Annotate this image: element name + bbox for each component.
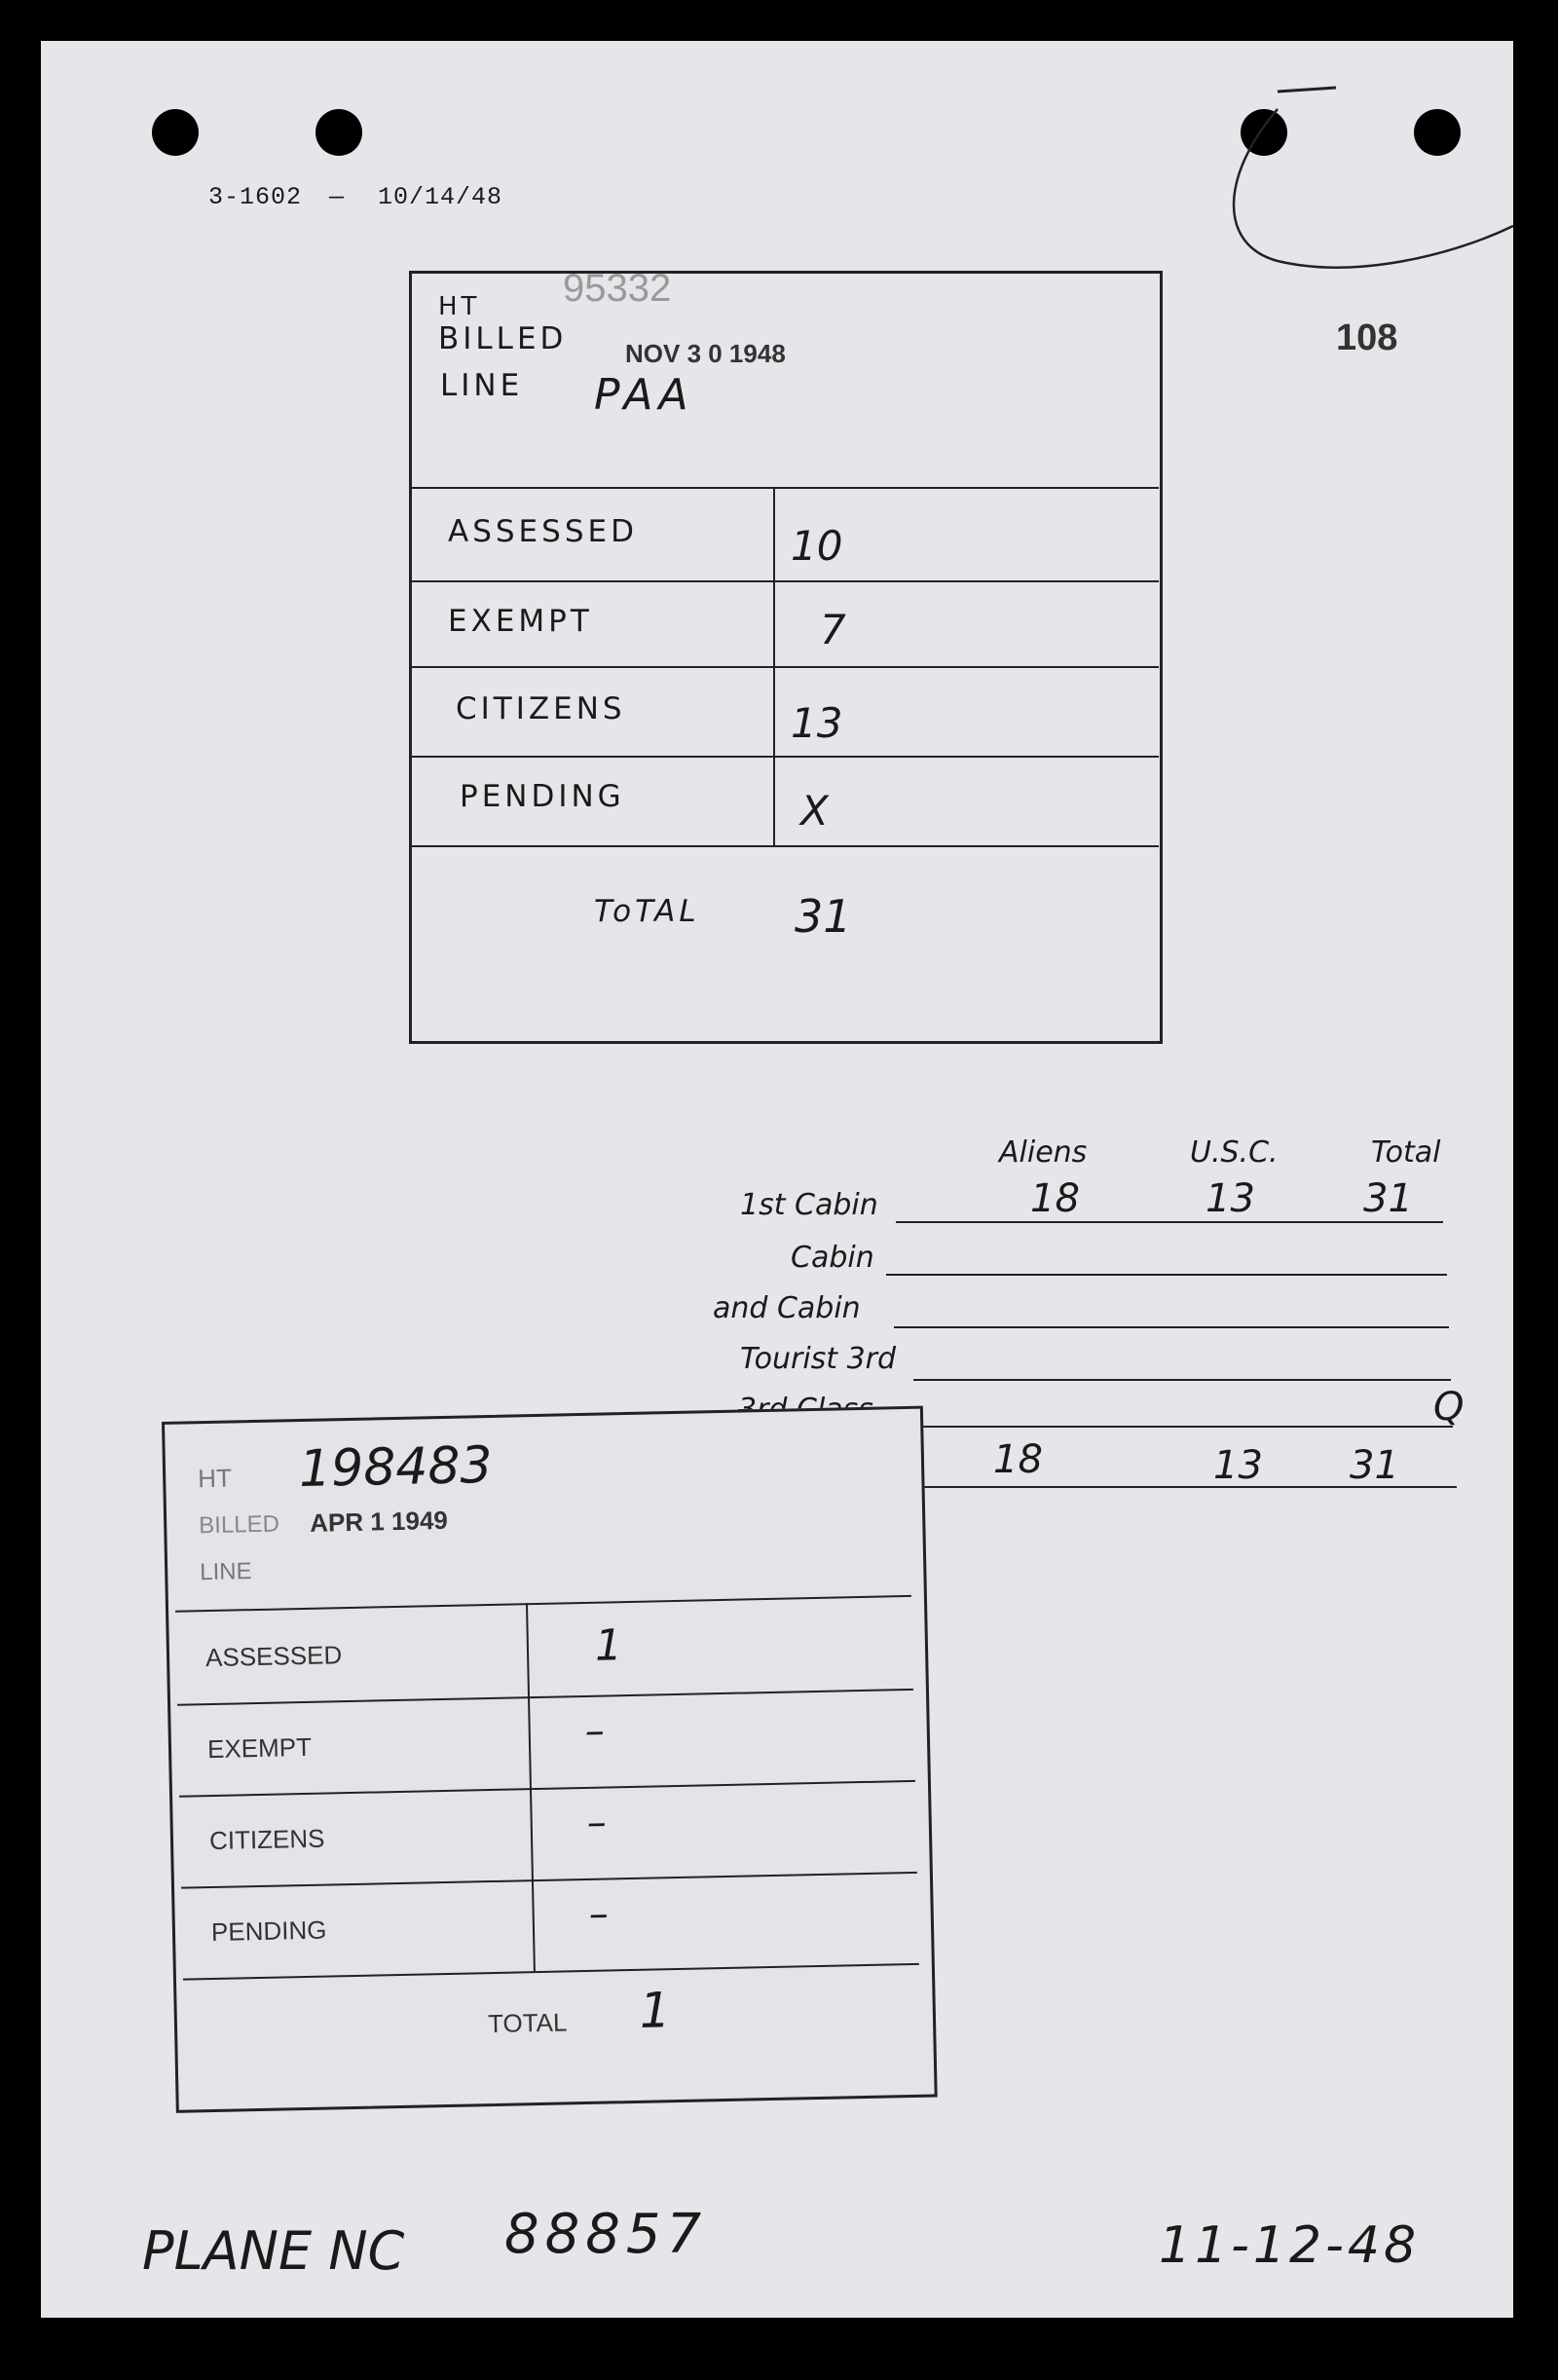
- ticket2-total-label: TOTAL: [487, 2007, 568, 2039]
- tally-row-line: [886, 1274, 1447, 1276]
- ticket1-row-value: 7: [820, 606, 846, 653]
- ticket1-line-value: PAA: [594, 370, 694, 420]
- plane-number: 88857: [504, 2203, 708, 2266]
- tally-row-usc: 13: [1206, 1176, 1255, 1221]
- ticket1-row-label: PENDING: [460, 779, 625, 814]
- ticket2-row-value: –: [586, 1800, 608, 1845]
- tally-row-line: [894, 1426, 1453, 1428]
- ticket2-total-value: 1: [639, 1982, 672, 2039]
- tally-side-mark: Q: [1433, 1385, 1465, 1430]
- ticket1-divider: [411, 845, 1159, 847]
- ticket1-row-value: X: [800, 787, 829, 835]
- ticket1-row-value: 13: [791, 699, 843, 747]
- ticket1-divider: [411, 666, 1159, 668]
- tally-row-aliens: 18: [993, 1437, 1043, 1482]
- ticket1-billed-stamp: NOV 3 0 1948: [625, 339, 786, 368]
- tally-row-total: 31: [1350, 1443, 1399, 1488]
- ticket2-row-label: CITIZENS: [208, 1823, 325, 1856]
- tally-header-total: Total: [1371, 1135, 1441, 1170]
- punch-hole: [315, 109, 362, 156]
- form-number: 3-1602: [208, 183, 303, 211]
- tally-row-line: [896, 1221, 1443, 1223]
- header-dash: —: [329, 183, 346, 211]
- tally-row-aliens: 18: [1030, 1176, 1080, 1221]
- ticket1-row-label: CITIZENS: [456, 691, 626, 726]
- tally-row-label: 1st Cabin: [740, 1188, 878, 1222]
- tally-row-line: [894, 1326, 1449, 1328]
- ticket1-divider: [411, 580, 1159, 582]
- tax-ticket-2: [162, 1406, 932, 2107]
- ticket1-serial: 95332: [563, 267, 672, 310]
- punch-hole: [152, 109, 199, 156]
- ticket1-divider: [411, 487, 1159, 489]
- tally-header-aliens: Aliens: [999, 1135, 1088, 1170]
- ticket2-line-label: LINE: [199, 1558, 252, 1586]
- document-page: [41, 41, 1513, 2318]
- ticket2-row-label: EXEMPT: [206, 1731, 313, 1765]
- ticket1-total-value: 31: [795, 890, 852, 943]
- corner-number: 108: [1336, 317, 1398, 358]
- ticket2-billed-label: BILLED: [198, 1510, 280, 1540]
- tally-row-total: 31: [1363, 1176, 1413, 1221]
- ticket2-row-label: PENDING: [210, 1915, 327, 1948]
- ticket1-column-divider: [773, 487, 775, 845]
- ticket2-row-label: ASSESSED: [204, 1640, 343, 1673]
- ticket1-ht-label: HT: [438, 292, 481, 321]
- ticket2-serial: 198483: [298, 1435, 494, 1500]
- ticket2-ht-label: HT: [197, 1463, 233, 1494]
- ticket1-divider: [411, 756, 1159, 758]
- ticket1-total-label: ToTAL: [594, 894, 700, 929]
- ticket2-row-value: 1: [594, 1620, 623, 1671]
- corner-pen-curve: [1161, 70, 1513, 284]
- tally-row-label: and Cabin: [713, 1291, 861, 1325]
- footer-date: 11-12-48: [1159, 2216, 1421, 2275]
- ticket1-row-value: 10: [791, 522, 843, 570]
- ticket1-billed-label: BILLED: [438, 321, 568, 356]
- ticket1-row-label: ASSESSED: [448, 514, 638, 549]
- ticket1-line-label: LINE: [440, 368, 524, 403]
- tally-row-label: Cabin: [791, 1241, 874, 1275]
- ticket1-row-label: EXEMPT: [448, 604, 593, 639]
- tally-header-usc: U.S.C.: [1190, 1135, 1279, 1170]
- ticket2-row-value: –: [584, 1708, 606, 1754]
- form-date: 10/14/48: [378, 183, 503, 211]
- plane-label: PLANE NC: [142, 2220, 405, 2282]
- tally-row-label: Tourist 3rd: [740, 1342, 897, 1376]
- ticket2-row-value: –: [588, 1891, 610, 1937]
- ticket2-billed-stamp: APR 1 1949: [309, 1505, 449, 1538]
- tally-row-usc: 13: [1213, 1443, 1263, 1488]
- tally-row-line: [913, 1379, 1451, 1381]
